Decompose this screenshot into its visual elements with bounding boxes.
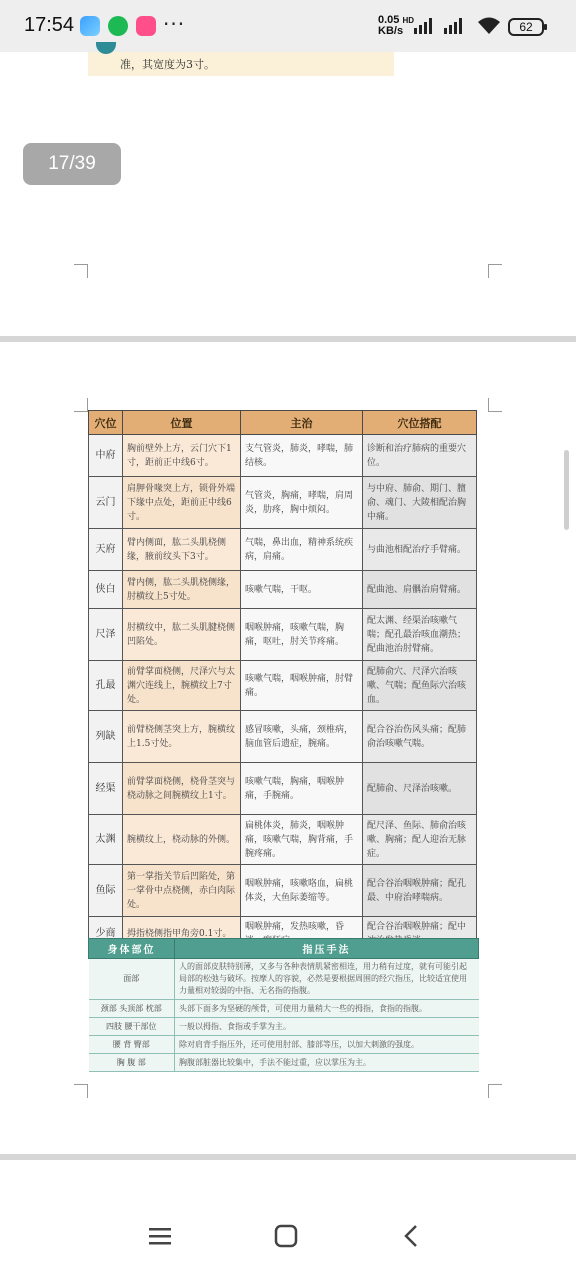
wifi-icon [476, 16, 502, 36]
header-pairing: 穴位搭配 [363, 411, 477, 435]
page-corner-mark [488, 1084, 502, 1098]
table-row [89, 1036, 479, 1054]
table-row [89, 1054, 479, 1072]
page-separator [0, 336, 576, 342]
status-bar [0, 0, 576, 52]
page-corner-mark [74, 1084, 88, 1098]
scrollbar-thumb[interactable] [564, 450, 569, 530]
point-pairing: 与曲池相配治疗手臂痛。 [363, 529, 477, 571]
point-position: 拇指桡侧指甲角旁0.1寸。 [123, 917, 241, 952]
page-corner-mark [488, 398, 502, 412]
point-name: 鱼际 [89, 865, 123, 917]
header-point: 穴位 [89, 411, 123, 435]
body-part: 四肢 腰干部位 [89, 1018, 175, 1036]
body-part: 面部 [89, 959, 175, 1000]
header-position: 位置 [123, 411, 241, 435]
point-indication: 咽喉肿痛，发热咳嗽，昏 [241, 917, 363, 952]
table-row [89, 477, 477, 529]
point-pairing: 配肺俞穴、尺泽穴治咳嗽、气喘；配鱼际穴治咳血。 [363, 661, 477, 711]
point-name: 太渊 [89, 815, 123, 865]
table-row [89, 711, 477, 763]
network-speed [378, 15, 414, 37]
clock: 17:54 [24, 14, 75, 36]
point-position: 胸前壁外上方，云门穴下1寸，距前正中线6寸。 [123, 435, 241, 477]
point-pairing: 与中府、肺俞、期门、膻俞、魂门、大陵相配治胸中痛。 [363, 477, 477, 529]
point-position: 第一掌指关节后凹陷处，第一掌骨中点桡侧，赤白肉际处。 [123, 865, 241, 917]
page-corner-mark [488, 264, 502, 278]
battery-indicator: 62 [508, 18, 544, 36]
point-name: 中府 [89, 435, 123, 477]
table-row [89, 571, 477, 609]
header-body-part: 身体部位 [89, 939, 175, 959]
net-speed-unit: KB/s [378, 25, 404, 37]
point-position: 肘横纹中，肱二头肌腱桡侧凹陷处。 [123, 609, 241, 661]
press-method: 胸腹部脏器比较集中，手法不能过重，应以掌压为主。 [175, 1054, 479, 1072]
net-hd-label: HD [402, 16, 415, 25]
point-position: 臂内侧面，肱二头肌桡侧缘，腋前纹头下3寸。 [123, 529, 241, 571]
point-pairing: 配肺俞、尺泽治咳嗽。 [363, 763, 477, 815]
point-position: 前臂掌面桡侧，尺泽穴与太渊穴连线上，腕横纹上7寸处。 [123, 661, 241, 711]
point-indication: 支气管炎，肺炎，哮喘，肺结核。 [241, 435, 363, 477]
point-pairing: 配合谷治咽喉肿痛；配中 [363, 917, 477, 952]
pressure-method-table [88, 938, 479, 1072]
point-pairing: 配曲池、肩髃治肩臂痛。 [363, 571, 477, 609]
green-app-icon [108, 16, 128, 36]
point-name: 孔最 [89, 661, 123, 711]
press-method: 人的面部皮肤特别薄，又多与各种表情肌紧密相连，用力稍有过度，就有可能引起局部的松弛与破坏。按摩人的容貌，必然是要根据周围的经穴指压，比较适宜使用力量相对较弱的中指、无名指的指腹。 [175, 959, 479, 1000]
point-indication: 咽喉肿痛，咳嗽气喘，胸痛，呕吐，肘关节疼痛。 [241, 609, 363, 661]
table-row [89, 815, 477, 865]
point-position: 臂内侧，肱二头肌桡侧缘，肘横纹上5寸处。 [123, 571, 241, 609]
point-name: 列缺 [89, 711, 123, 763]
point-pairing: 诊断和治疗肺病的重要穴位。 [363, 435, 477, 477]
point-position: 肩胛骨喙突上方，锁骨外端下缘中点处，距前正中线6寸。 [123, 477, 241, 529]
body-part: 颈部 头顶部 枕部 [89, 1000, 175, 1018]
page-separator [0, 1154, 576, 1160]
point-indication: 咽喉肿痛，咳嗽咯血，扁桃体炎，大鱼际萎缩等。 [241, 865, 363, 917]
page-corner-mark [74, 264, 88, 278]
point-position: 前臂掌面桡侧，桡骨茎突与桡动脉之间腕横纹上1寸。 [123, 763, 241, 815]
press-method: 除对肩背手指压外，还可使用肘部、膝部等压，以加大刺激的强度。 [175, 1036, 479, 1054]
point-name: 经渠 [89, 763, 123, 815]
acupoint-table [88, 410, 477, 952]
point-position: 前臂桡侧茎突上方，腕横纹上1.5寸处。 [123, 711, 241, 763]
point-pairing: 配太渊、经渠治咳嗽气喘；配孔最治咳血潮热；配曲池治肘臂痛。 [363, 609, 477, 661]
point-pairing: 配尺泽、鱼际、肺俞治咳嗽、胸痛；配人迎治无脉症。 [363, 815, 477, 865]
table-row [89, 1000, 479, 1018]
point-name: 侠白 [89, 571, 123, 609]
table-row [89, 959, 479, 1000]
point-position: 腕横纹上，桡动脉的外侧。 [123, 815, 241, 865]
page-corner-mark [74, 398, 88, 412]
table-row [89, 435, 477, 477]
table-row [89, 609, 477, 661]
header-press-method: 指压手法 [175, 939, 479, 959]
table-header-row [89, 411, 477, 435]
press-method: 一般以拇指、食指或手掌为主。 [175, 1018, 479, 1036]
system-nav-bar [0, 1192, 576, 1280]
body-part: 腰 背 臀部 [89, 1036, 175, 1054]
point-indication: 气管炎，胸痛，哮喘，肩周炎，肋疼，胸中烦闷。 [241, 477, 363, 529]
press-method: 头部下面多为坚硬的颅骨，可使用力量稍大一些的拇指，食指的指腹。 [175, 1000, 479, 1018]
body-part: 胸 腹 部 [89, 1054, 175, 1072]
home-icon[interactable] [272, 1222, 300, 1250]
point-indication: 咳嗽气喘，干呕。 [241, 571, 363, 609]
note-box: 准，其宽度为3寸。 [88, 52, 394, 76]
gallery-app-icon [80, 16, 100, 36]
header-indication: 主治 [241, 411, 363, 435]
signal-icon [412, 16, 436, 36]
point-name: 尺泽 [89, 609, 123, 661]
net-speed-value: 0.05 [378, 14, 400, 26]
table-row [89, 865, 477, 917]
pink-app-icon [136, 16, 156, 36]
point-pairing: 配合谷治伤风头痛；配肺俞治咳嗽气喘。 [363, 711, 477, 763]
signal-icon-2 [442, 16, 466, 36]
menu-icon[interactable] [146, 1222, 174, 1250]
back-icon[interactable] [398, 1222, 426, 1250]
page-indicator: 17/39 [23, 143, 121, 185]
point-name: 天府 [89, 529, 123, 571]
point-indication: 咳嗽气喘，胸痛，咽喉肿痛，手腕痛。 [241, 763, 363, 815]
press-header-row [89, 939, 479, 959]
point-indication: 气喘，鼻出血，精神系统疾病，肩痛。 [241, 529, 363, 571]
table-row [89, 763, 477, 815]
more-notifications-icon: ··· [163, 12, 186, 36]
point-indication: 咳嗽气喘，咽喉肿痛，肘臂痛。 [241, 661, 363, 711]
point-name: 云门 [89, 477, 123, 529]
table-row [89, 1018, 479, 1036]
point-indication: 扁桃体炎，肺炎，咽喉肿痛，咳嗽气喘，胸背痛，手腕疼痛。 [241, 815, 363, 865]
point-indication: 感冒咳嗽，头痛，颈椎病，脑血管后遗症，腕痛。 [241, 711, 363, 763]
table-row [89, 529, 477, 571]
table-row [89, 661, 477, 711]
point-pairing: 配合谷治咽喉肿痛；配孔最、中府治哮喘病。 [363, 865, 477, 917]
point-name: 少商 [89, 917, 123, 952]
